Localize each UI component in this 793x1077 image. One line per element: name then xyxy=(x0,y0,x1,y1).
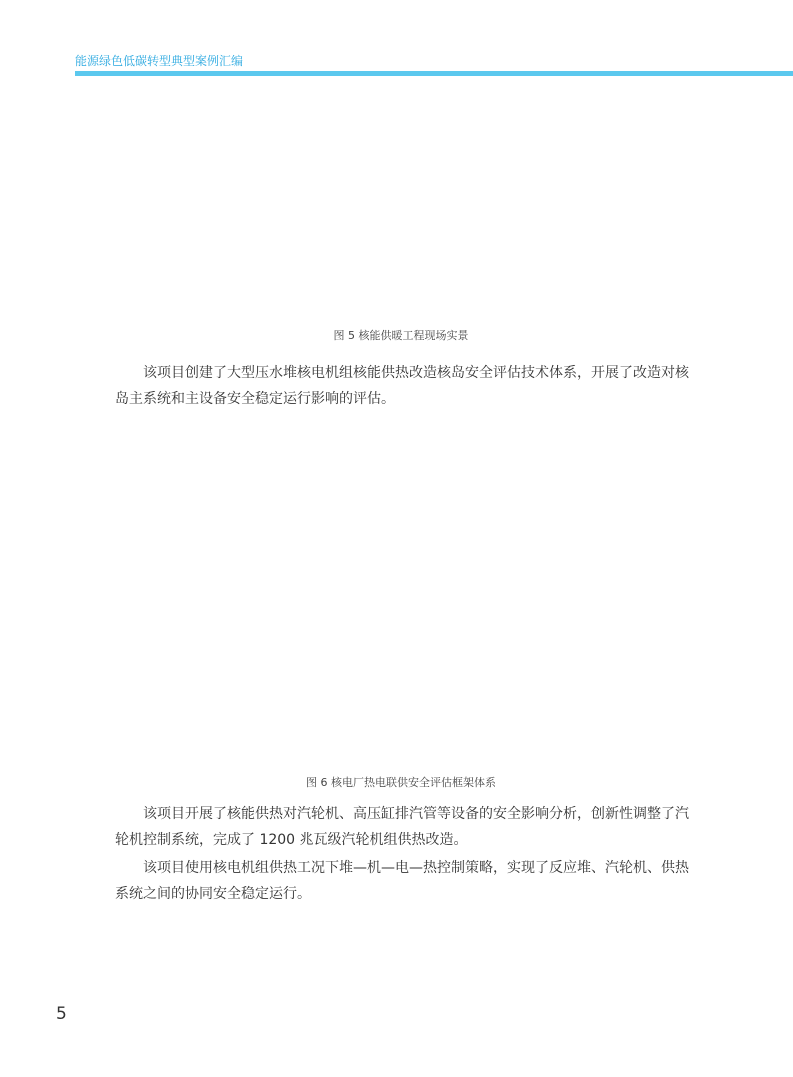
header-title: 能源绿色低碳转型典型案例汇编 xyxy=(75,54,244,68)
header-bar xyxy=(75,71,793,76)
paragraph-3: 该项目使用核电机组供热工况下堆—机—电—热控制策略，实现了反应堆、汽轮机、供热系统之间的协同安全稳定运行。 xyxy=(115,860,689,902)
paragraph-1: 该项目创建了大型压水堆核电机组核能供热改造核岛安全评估技术体系，开展了改造对核岛主系统和主设备安全稳定运行影响的评估。 xyxy=(115,365,689,407)
paragraph-2: 该项目开展了核能供热对汽轮机、高压缸排汽管等设备的安全影响分析，创新性调整了汽轮机控制系统，完成了 1200 兆瓦级汽轮机组供热改造。 xyxy=(115,806,689,848)
figure-5-image-area xyxy=(115,90,687,318)
figure-6-image-area xyxy=(115,418,687,768)
figure-6-caption: 图 6 核电厂热电联供安全评估框架体系 xyxy=(306,776,496,789)
figure-5-caption: 图 5 核能供暖工程现场实景 xyxy=(333,329,469,342)
page-number: 5 xyxy=(56,1004,67,1024)
